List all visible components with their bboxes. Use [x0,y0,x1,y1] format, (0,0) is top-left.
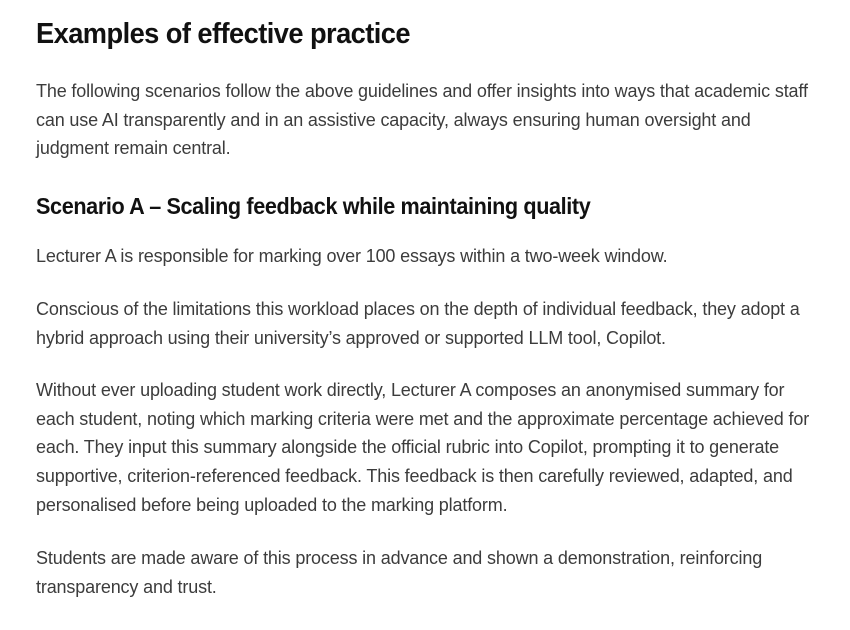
scenario-a-paragraph-1: Lecturer A is responsible for marking over 100 essays within a two-week window. [36,246,668,266]
scenario-a-paragraph-3: Without ever uploading student work directly, Lecturer A composes an anonymised summary for each student, noting which marking criteria were met and the approximate percentage achieved for each. They input this summary alongside the official rubric into Copilot, prompting it to generate supportive, criterion-referenced feedback. This feedback is then carefully reviewed, adapted, and personalised before being uploaded to the marking platform. [36,380,810,515]
page-title: Examples of effective practice [36,18,410,50]
scenario-a-paragraph-2: Conscious of the limitations this workload places on the depth of individual feedback, they adopt a hybrid approach using their university’s approved or supported LLM tool, Copilot. [36,299,800,348]
scenario-a-heading: Scenario A – Scaling feedback while maintaining quality [36,193,591,219]
intro-paragraph: The following scenarios follow the above guidelines and offer insights into ways that academic staff can use AI transparently and in an assistive capacity, always ensuring human oversight and judgment remain central. [36,81,808,159]
scenario-a-paragraph-4: Students are made aware of this process in advance and shown a demonstration, reinforcing transparency and trust. [36,548,763,597]
